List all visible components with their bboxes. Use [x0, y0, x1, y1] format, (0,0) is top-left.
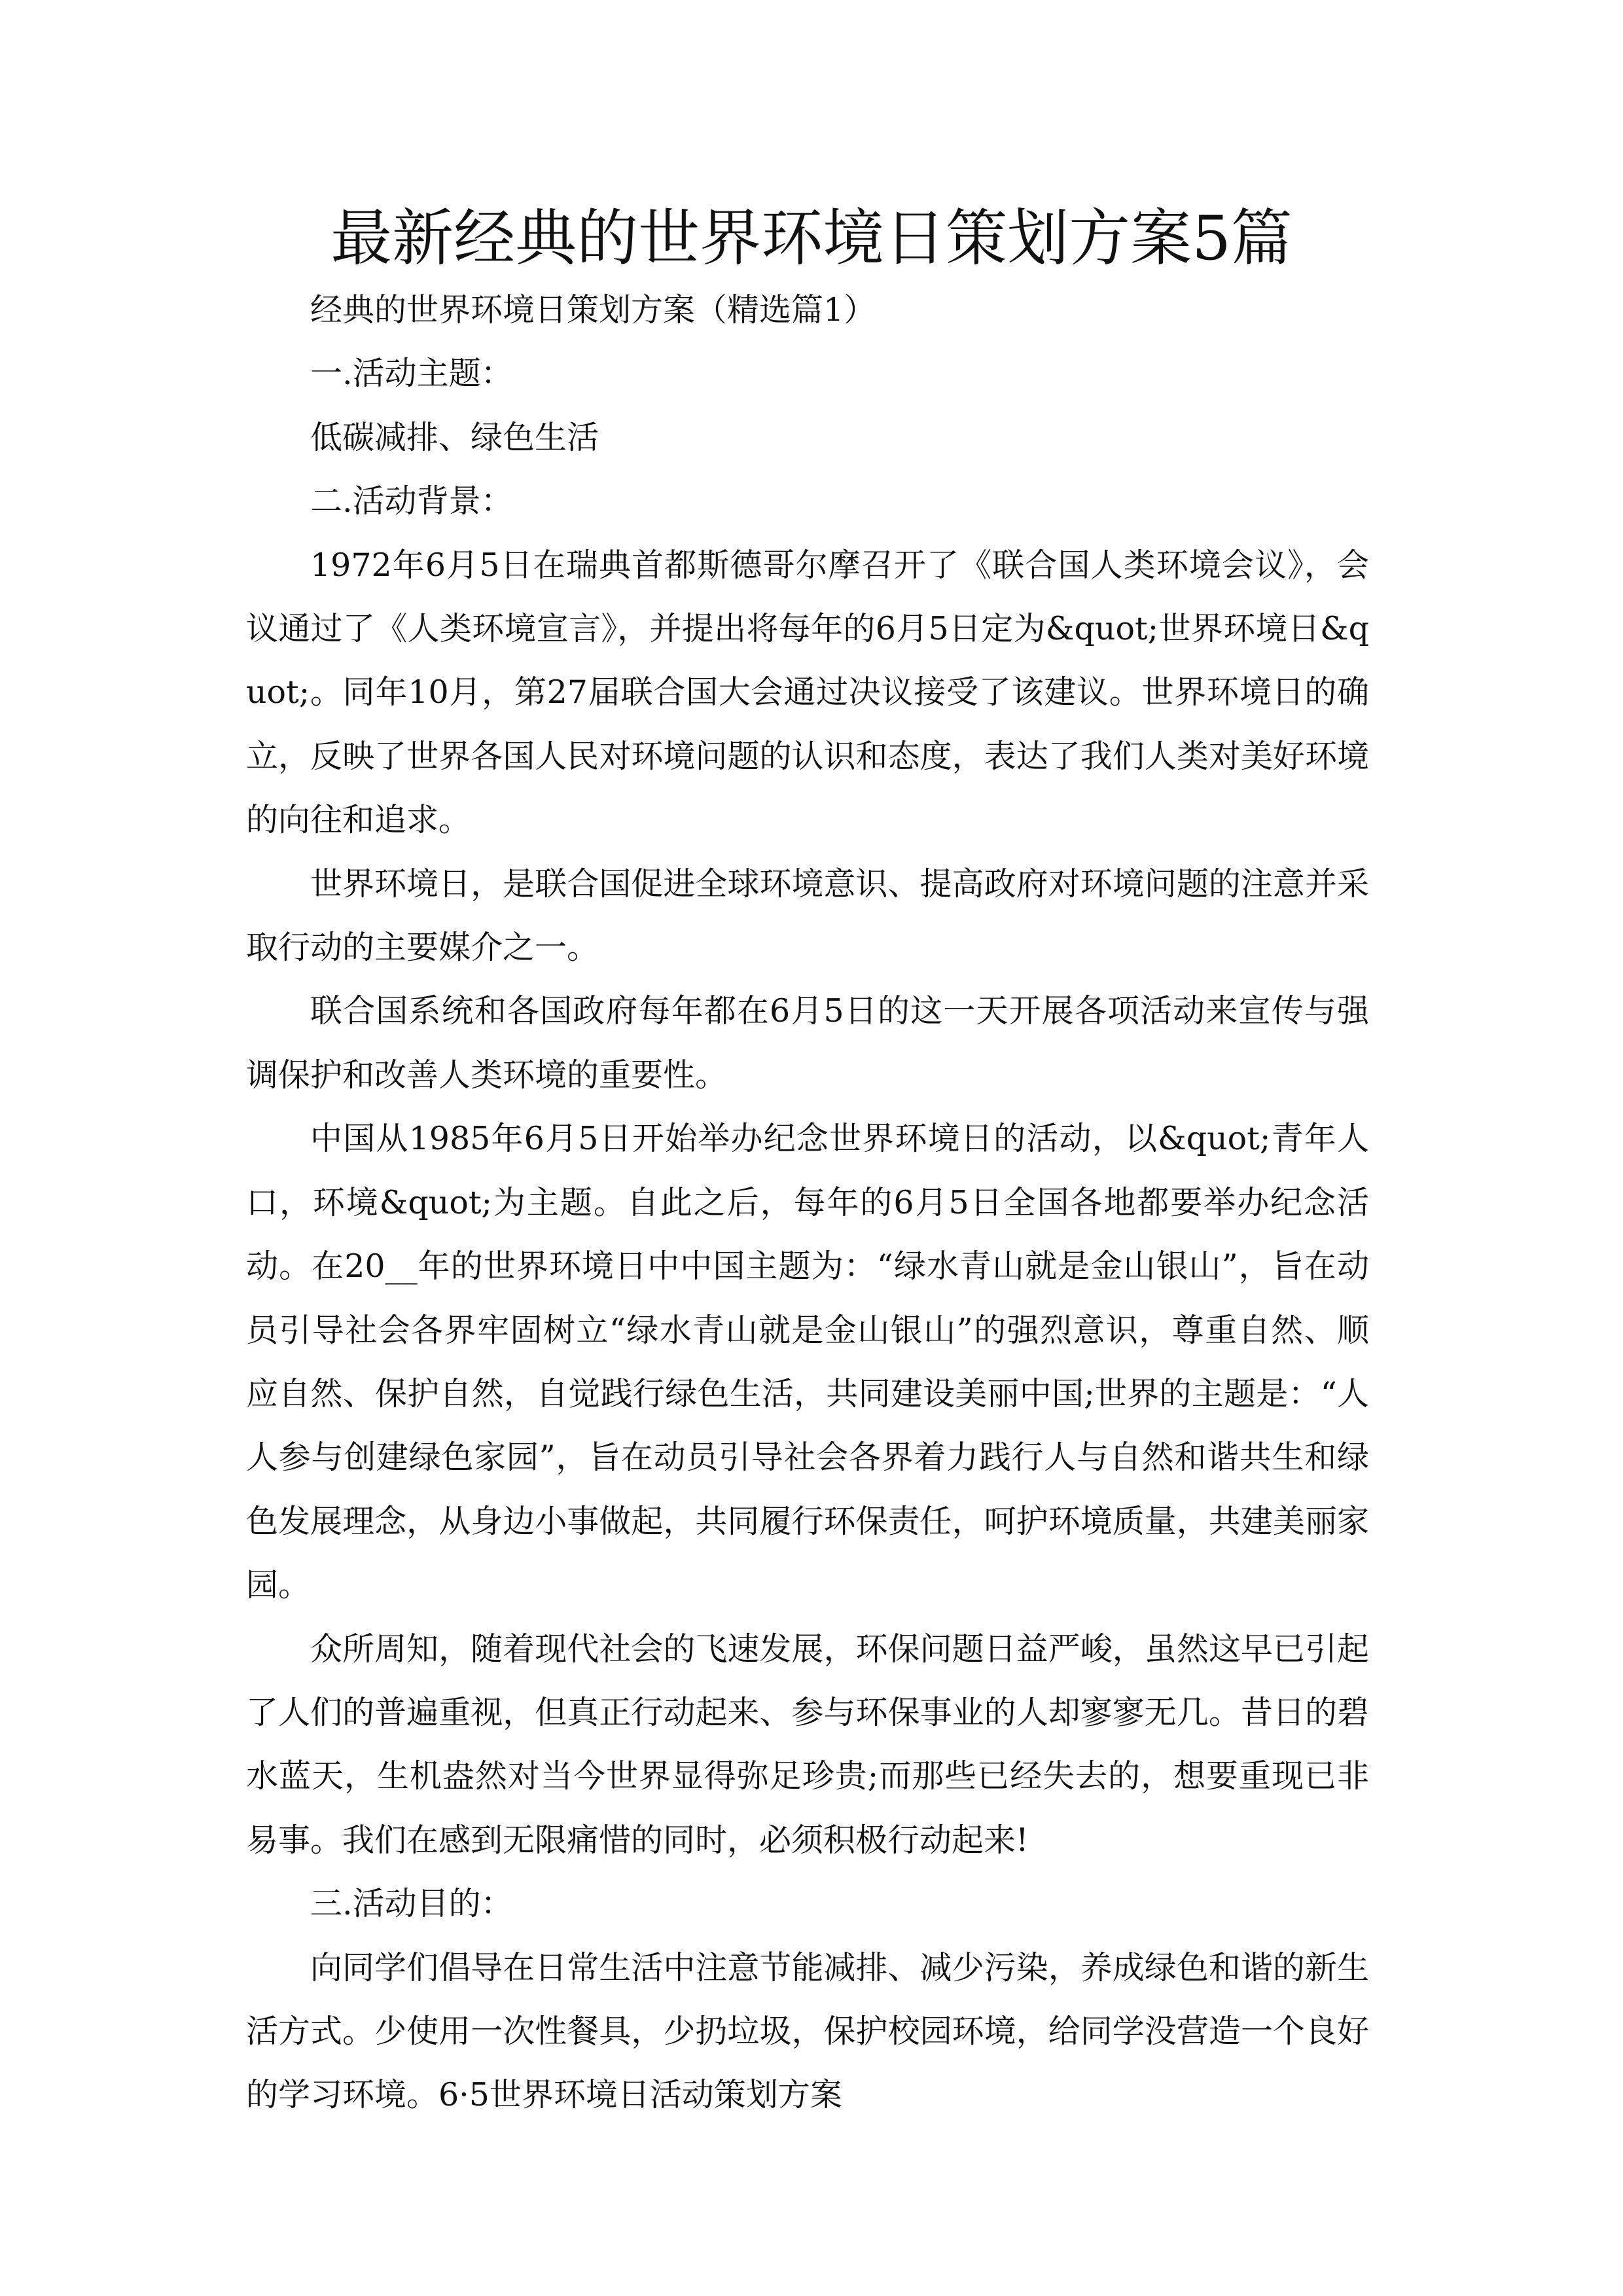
paragraph: 中国从1985年6月5日开始举办纪念世界环境日的活动，以&quot;青年人口，环境&quot;为主题。自此之后，每年的6月5日全国各地都要举办纪念活动。在20__年的世界环境日中中国主题为：“绿水青山就是金山银山”，旨在动员引导社会各界牢固树立“绿水青山就是金山银山”的强烈意识，尊重自然、顺应自然、保护自然，自觉践行绿色生活，共同建设美丽中国;世界的主题是：“人人参与创建绿色家园”，旨在动员引导社会各界着力践行人与自然和谐共生和绿色发展理念，从身边小事做起，共同履行环保责任，呵护环境质量，共建美丽家园。: [246, 1120, 1369, 1604]
document-body: [246, 278, 1369, 2127]
paragraph: 1972年6月5日在瑞典首都斯德哥尔摩召开了《联合国人类环境会议》，会议通过了《人类环境宣言》，并提出将每年的6月5日定为&quot;世界环境日&quot;。同年10月，第27届联合国大会通过决议接受了该建议。世界环境日的确立，反映了世界各国人民对环境问题的认识和态度，表达了我们人类对美好环境的向往和追求。: [246, 546, 1369, 839]
heading-theme: 一.活动主题：: [310, 355, 513, 393]
paragraph: 众所周知，随着现代社会的飞速发展，环保问题日益严峻，虽然这早已引起了人们的普遍重视，但真正行动起来、参与环保事业的人却寥寥无几。昔日的碧水蓝天，生机盎然对当今世界显得弥足珍贵;而那些已经失去的，想要重现已非易事。我们在感到无限痛惜的同时，必须积极行动起来!: [246, 1630, 1369, 1859]
section-subtitle: 经典的世界环境日策划方案（精选篇1）: [310, 291, 876, 329]
paragraph: 世界环境日，是联合国促进全球环境意识、提高政府对环境问题的注意并采取行动的主要媒介之一。: [246, 865, 1369, 967]
document-title: 最新经典的世界环境日策划方案5篇: [330, 203, 1293, 274]
paragraph: 联合国系统和各国政府每年都在6月5日的这一天开展各项活动来宣传与强调保护和改善人类环境的重要性。: [246, 992, 1369, 1094]
heading-purpose: 三.活动目的：: [310, 1885, 513, 1923]
paragraph: 低碳减排、绿色生活: [310, 418, 599, 456]
paragraph: 向同学们倡导在日常生活中注意节能减排、减少污染，养成绿色和谐的新生活方式。少使用一次性餐具，少扔垃圾，保护校园环境，给同学没营造一个良好的学习环境。6·5世界环境日活动策划方案: [246, 1948, 1369, 2114]
heading-background: 二.活动背景：: [310, 482, 513, 520]
